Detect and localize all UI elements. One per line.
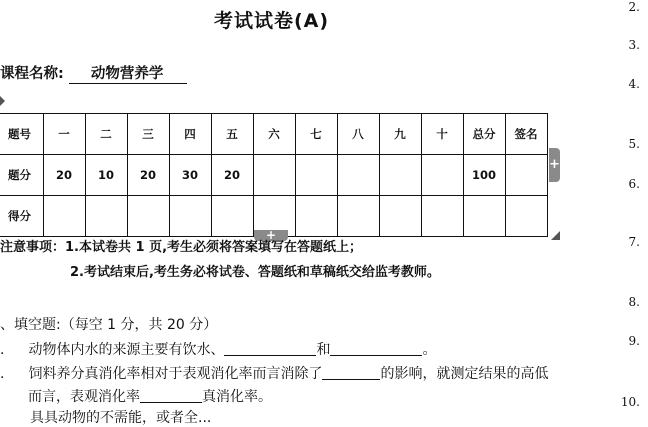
table-cell <box>379 196 421 237</box>
margin-number: 3. <box>628 38 640 52</box>
table-cell <box>211 196 253 237</box>
add-column-button[interactable]: + <box>549 148 560 182</box>
table-cell <box>337 196 379 237</box>
question-text: 的影响，就测定结果的高低 <box>380 366 549 382</box>
table-cell <box>85 196 127 237</box>
table-cell <box>379 155 421 196</box>
table-cell: 九 <box>379 114 421 155</box>
table-cell: 100 <box>463 155 505 196</box>
table-cell: 三 <box>127 114 169 155</box>
table-cell: 10 <box>85 155 127 196</box>
table-cell <box>253 155 295 196</box>
question-text: 。 <box>422 342 437 358</box>
table-cell <box>337 155 379 196</box>
table-cell: 题号 <box>0 114 43 155</box>
table-cell <box>127 196 169 237</box>
question-1 <box>0 339 436 359</box>
table-row-headers <box>0 114 547 155</box>
question-2 <box>0 363 548 383</box>
cut-off-line: 具具动物的不需能，或者全... <box>30 410 212 426</box>
table-cell: 五 <box>211 114 253 155</box>
question-text: 饲料养分真消化率相对于表观消化率而言消除了 <box>28 366 323 382</box>
question-text: 动物体内水的来源主要有饮水、 <box>28 342 225 358</box>
doc-title: 考试试卷(A) <box>214 10 330 32</box>
table-cell <box>295 155 337 196</box>
answer-blank[interactable] <box>322 365 380 380</box>
course-label: 课程名称: <box>0 66 64 82</box>
section-heading: 、填空题:（每空 1 分，共 20 分） <box>0 317 218 333</box>
table-cell <box>295 196 337 237</box>
answer-blank[interactable] <box>330 341 422 356</box>
answer-blank[interactable] <box>224 341 316 356</box>
table-cell <box>421 196 463 237</box>
table-cell: 20 <box>43 155 85 196</box>
course-line <box>0 62 187 84</box>
table-cell: 签名 <box>505 114 547 155</box>
margin-number: 5. <box>628 137 640 151</box>
table-cell <box>463 196 505 237</box>
table-move-handle-icon[interactable] <box>0 96 5 106</box>
table-cell: 十 <box>421 114 463 155</box>
question-number: . <box>0 342 5 358</box>
table-cell: 四 <box>169 114 211 155</box>
add-row-button[interactable]: + <box>254 230 288 241</box>
table-cell: 二 <box>85 114 127 155</box>
table-cell: 一 <box>43 114 85 155</box>
question-text: 真消化率。 <box>202 389 272 405</box>
answer-blank[interactable] <box>140 388 202 403</box>
table-cell: 30 <box>169 155 211 196</box>
table-cell <box>169 196 211 237</box>
table-cell: 六 <box>253 114 295 155</box>
table-cell: 七 <box>295 114 337 155</box>
table-cell: 得分 <box>0 196 43 237</box>
table-cell: 20 <box>211 155 253 196</box>
table-cell: 总分 <box>463 114 505 155</box>
margin-number: 4. <box>628 77 640 91</box>
table-cell <box>505 196 547 237</box>
margin-number: 10. <box>620 395 640 409</box>
table-resize-handle-icon[interactable] <box>551 231 560 240</box>
table-cell: 题分 <box>0 155 43 196</box>
margin-number: 2. <box>628 0 640 14</box>
table-cell: 八 <box>337 114 379 155</box>
margin-number: 6. <box>628 177 640 191</box>
table-row-full-marks <box>0 155 547 196</box>
question-number: . <box>0 366 5 382</box>
table-cell <box>421 155 463 196</box>
score-table <box>0 113 548 237</box>
question-text: 和 <box>316 342 331 358</box>
question-text: 而言，表观消化率 <box>28 389 140 405</box>
course-value: 动物营养学 <box>69 62 188 84</box>
margin-number: 9. <box>628 334 640 348</box>
question-2-cont <box>0 386 272 406</box>
table-cell: 20 <box>127 155 169 196</box>
notice-line-1: 注意事项：1.本试卷共 1 页,考生必须将答案填写在答题纸上； <box>0 240 363 255</box>
margin-number: 7. <box>628 235 640 249</box>
notice-line-2: 2.考试结束后,考生务必将试卷、答题纸和草稿纸交给监考教师。 <box>70 265 440 280</box>
margin-number: 8. <box>628 295 640 309</box>
table-cell <box>43 196 85 237</box>
table-cell <box>505 155 547 196</box>
